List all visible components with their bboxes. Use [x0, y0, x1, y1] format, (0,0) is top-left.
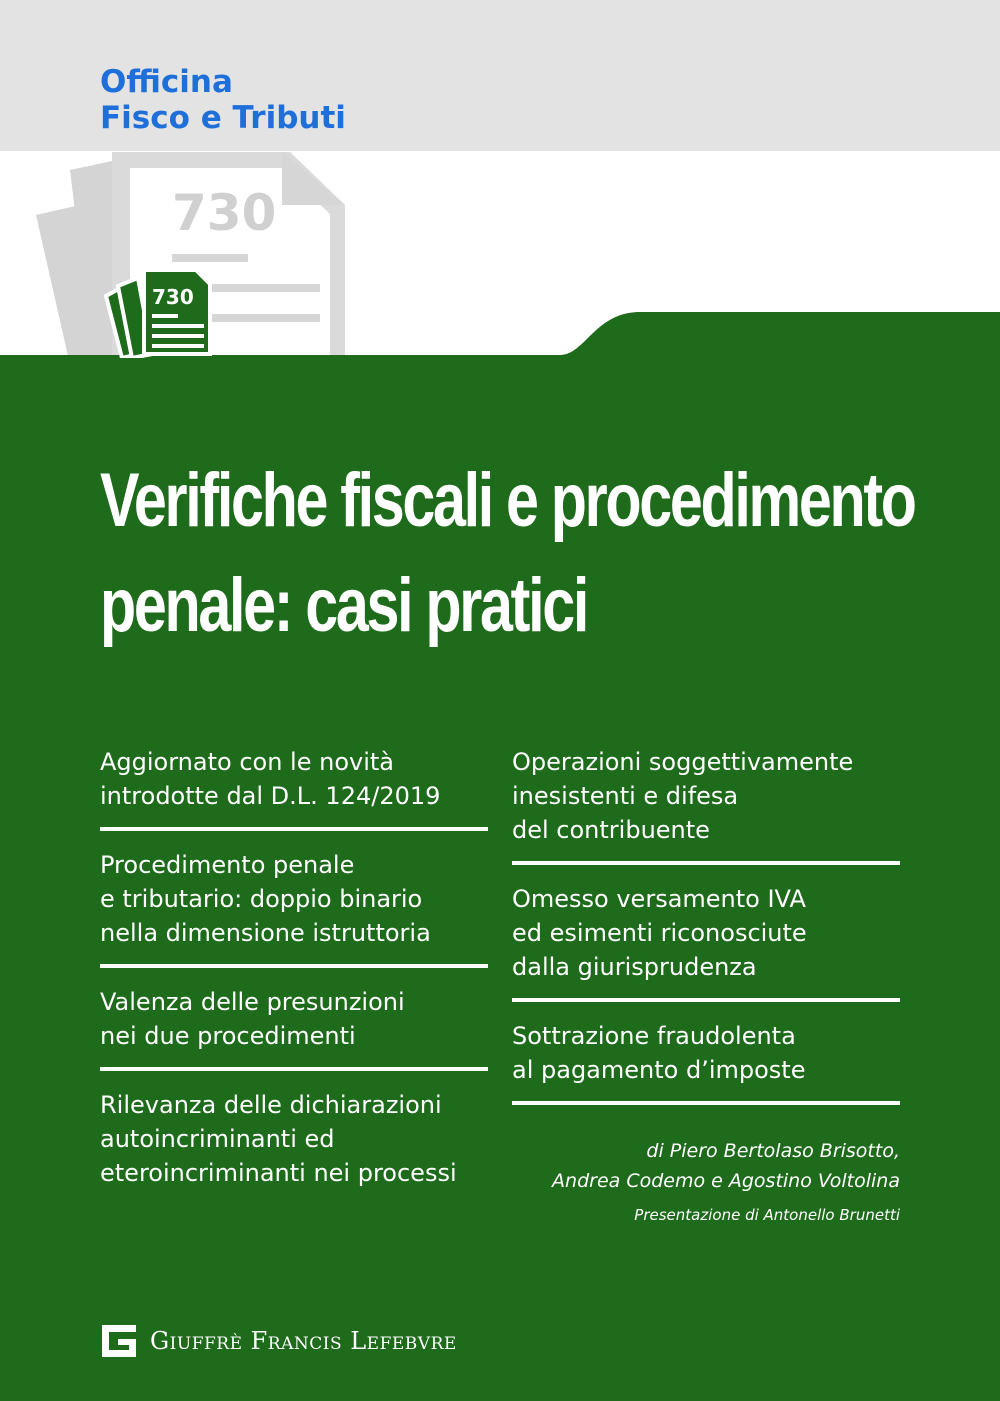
form-number-small: 730 [152, 285, 194, 309]
topic-line: Aggiornato con le novità [100, 748, 394, 776]
authors-line-2: Andrea Codemo e Agostino Voltolina [552, 1170, 900, 1192]
topic-line: Rilevanza delle dichiarazioni [100, 1091, 442, 1119]
topic-line: introdotte dal D.L. 124/2019 [100, 782, 441, 810]
topic-item [100, 1087, 488, 1190]
divider [512, 861, 900, 865]
publisher-name: Giuffrè Francis Lefebvre [150, 1327, 457, 1355]
divider [100, 827, 488, 831]
tax-form-icon [100, 262, 215, 358]
authors-line-1: di Piero Bertolaso Brisotto, [646, 1140, 900, 1162]
divider [100, 1067, 488, 1071]
divider [512, 998, 900, 1002]
topic-item [100, 984, 488, 1053]
topic-line: Sottrazione fraudolenta [512, 1022, 796, 1050]
topic-line: autoincriminanti ed [100, 1125, 335, 1153]
topic-line: nei due procedimenti [100, 1022, 356, 1050]
topic-line: nella dimensione istruttoria [100, 919, 431, 947]
topic-line: eteroincriminanti nei processi [100, 1159, 457, 1187]
divider [100, 964, 488, 968]
topic-line: Valenza delle presunzioni [100, 988, 405, 1016]
topic-line: inesistenti e difesa [512, 782, 739, 810]
topic-line: Omesso versamento IVA [512, 885, 806, 913]
topics-left-column [100, 744, 488, 1190]
topic-line: e tributario: doppio binario [100, 885, 423, 913]
topics-right-column [512, 744, 900, 1121]
series-line-2: Fisco e Tributi [100, 100, 346, 136]
topic-item [100, 744, 488, 813]
form-number-large: 730 [172, 184, 277, 242]
publisher-logo-icon [100, 1323, 138, 1359]
publisher-brand [100, 1323, 457, 1359]
topic-item [100, 847, 488, 950]
topic-line: ed esimenti riconosciute [512, 919, 807, 947]
presentation-credit: Presentazione di Antonello Brunetti [634, 1206, 900, 1224]
topic-line: Operazioni soggettivamente [512, 748, 854, 776]
topic-line: al pagamento d’imposte [512, 1056, 806, 1084]
topic-line: dalla giurisprudenza [512, 953, 757, 981]
series-line-1: Officina [100, 64, 233, 100]
authors [552, 1136, 900, 1196]
divider [512, 1101, 900, 1105]
title-line-2: penale: casi pratici [100, 563, 587, 648]
series-name [100, 64, 346, 136]
topic-line: Procedimento penale [100, 851, 355, 879]
topic-line: del contribuente [512, 816, 710, 844]
topic-item [512, 744, 900, 847]
topic-item [512, 1018, 900, 1087]
topic-item [512, 881, 900, 984]
book-title [100, 448, 915, 658]
title-line-1: Verifiche fiscali e procedimento [100, 458, 915, 543]
